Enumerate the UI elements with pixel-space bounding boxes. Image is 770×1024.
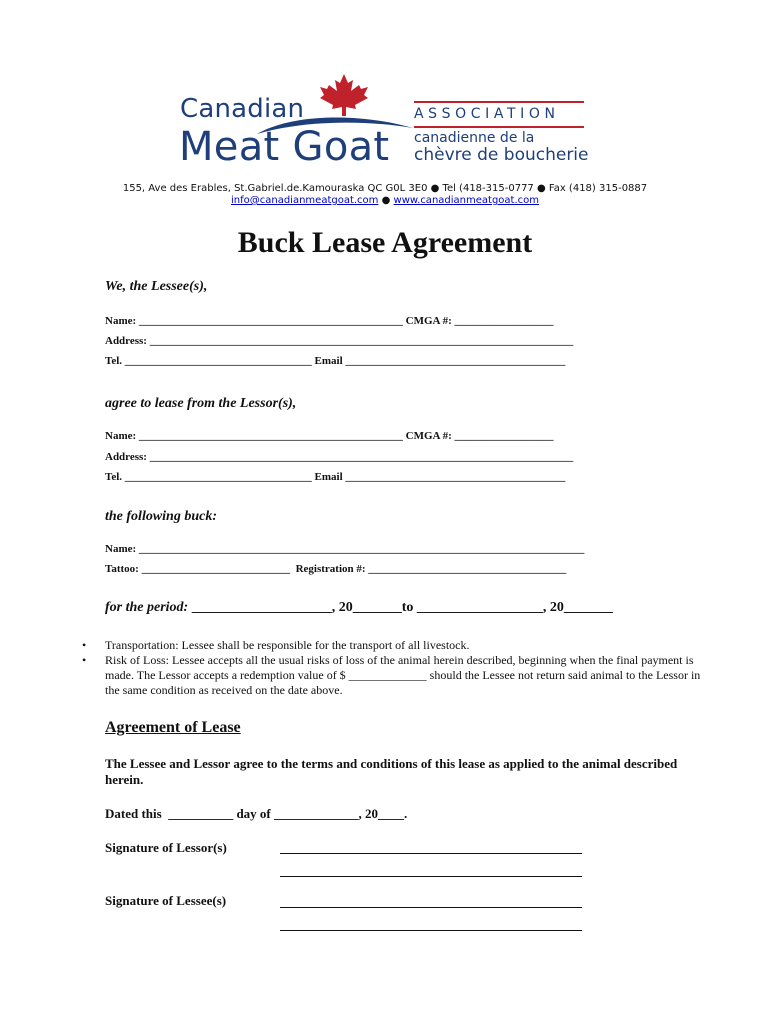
logo-divider-bottom [414, 126, 584, 128]
dated-field[interactable]: Dated this __________ day of _____________, 20____. [105, 806, 408, 821]
logo-divider-top [414, 101, 584, 103]
contact-address: 155, Ave des Erables, St.Gabriel.de.Kamouraska QC G0L 3E0 ● Tel (418-315-0777 ● Fax (418) 315-0887 [122, 183, 648, 194]
lessor-tel-email-field[interactable]: Tel. __________________________________ Email ________________________________________ [105, 471, 566, 483]
agreement-terms: The Lessee and Lessor agree to the terms and conditions of this lease as applied to the animal described herein. [105, 756, 678, 787]
logo-french-line2: chèvre de boucherie [414, 145, 589, 165]
email-link[interactable]: info@canadianmeatgoat.com [230, 195, 379, 206]
agreement-heading: Agreement of Lease [105, 719, 241, 736]
buck-heading: the following buck: [105, 509, 218, 524]
lessee-address-field[interactable]: Address: _____________________________________________________________________________ [105, 335, 574, 347]
lessor-signature-line[interactable] [280, 853, 582, 854]
lessee-heading: We, the Lessee(s), [105, 279, 208, 294]
logo-association: ASSOCIATION [414, 106, 560, 122]
logo-name-line1: Canadian [180, 94, 305, 124]
list-item: • Transportation: Lessee shall be responsible for the transport of all livestock. [82, 638, 712, 653]
list-item: • Risk of Loss: Lessee accepts all the usual risks of loss of the animal herein described, beginning when the final payment is made. The Lessor accepts a redemption value of $ _____________ should the Lessee not return said animal to the Lessor in the same condition as received on the date above. [82, 653, 712, 698]
period-label: for the period: [105, 600, 189, 615]
lessor-signature-line-2[interactable] [280, 876, 582, 877]
logo-name-line2: Meat Goat [179, 124, 390, 170]
period-field[interactable] [105, 600, 613, 616]
period-blanks: ____________________, 20_______to __________________, 20_______ [188, 600, 613, 615]
logo-french-line1: canadienne de la [414, 130, 535, 146]
document-title: Buck Lease Agreement [237, 226, 533, 259]
terms-list [82, 638, 712, 698]
lessee-signature-line-2[interactable] [280, 930, 582, 931]
lessor-heading: agree to lease from the Lessor(s), [105, 396, 297, 411]
contact-links [0, 195, 770, 206]
website-link[interactable]: www.canadianmeatgoat.com [393, 195, 539, 206]
lessee-signature-label: Signature of Lessee(s) [105, 893, 227, 908]
buck-tattoo-registration-field[interactable]: Tattoo: ___________________________ Registration #: ____________________________________ [105, 563, 567, 575]
lessor-name-field[interactable]: Name: ________________________________________________ CMGA #: __________________ [105, 430, 554, 442]
lessee-tel-email-field[interactable]: Tel. __________________________________ Email ________________________________________ [105, 355, 566, 367]
lessee-name-field[interactable]: Name: ________________________________________________ CMGA #: __________________ [105, 315, 554, 327]
lessor-signature-label: Signature of Lessor(s) [105, 840, 227, 855]
lessor-address-field[interactable]: Address: _____________________________________________________________________________ [105, 451, 574, 463]
buck-name-field[interactable]: Name: _________________________________________________________________________________ [105, 543, 585, 555]
lessee-signature-line[interactable] [280, 907, 582, 908]
link-separator: ● [378, 195, 394, 206]
